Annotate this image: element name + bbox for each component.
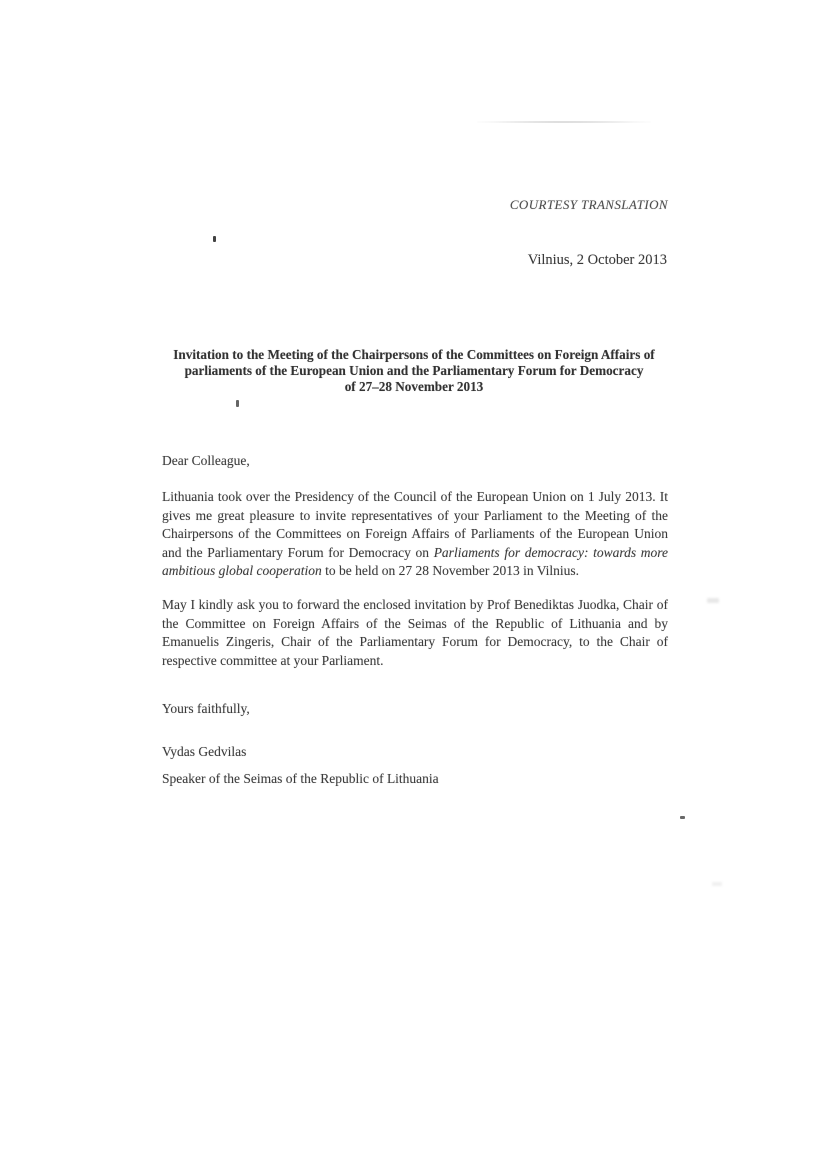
paragraph-1 [162,488,668,581]
letter-title [161,347,667,395]
scan-artifact-speck [236,400,239,407]
scan-artifact-line [477,121,651,123]
letter-title-line-3: of 27–28 November 2013 [344,379,484,394]
closing-phrase: Yours faithfully, [162,701,250,716]
paragraph-2: May I kindly ask you to forward the enclosed invitation by Prof Benediktas Juodka, Chair of the Committee on Foreign Affairs of the Seimas of the Republic of Lithuania and by Emanuelis Zingeris, Chair of the Parliamentary Forum for Democracy, to the Chair of respective committee at your Parliament. [162,597,668,668]
paragraph-1-lead: Lithuania took over the Presidency of the Council of the European Union on 1 July 2013. It gives me great pleasure to invite representatives of your Parliament to the Meeting of the Chairpersons of the Committees on Foreign Affairs of Parliaments of the European Union and the Parliamentary Forum for Democracy on [162,489,668,560]
paragraph-1-tail: to be held on 27 28 November 2013 in Vilnius. [321,563,580,579]
scan-artifact-speck [213,236,216,242]
scan-artifact-smudge [707,598,719,603]
event-title-italic: Parliaments for democracy: towards more ambitious global cooperation [162,544,668,579]
scan-artifact-speck [680,816,685,819]
letter-title-line-1: Invitation to the Meeting of the Chairpersons of the Committees on Foreign Affairs of [173,347,655,362]
courtesy-translation-note: COURTESY TRANSLATION [509,197,668,212]
signature-title: Speaker of the Seimas of the Republic of Lithuania [162,771,439,786]
letter-title-line-2: parliaments of the European Union and the Parliamentary Forum for Democracy [184,363,644,378]
scan-artifact-smudge [712,882,722,886]
signature-name: Vydas Gedvilas [162,744,247,759]
dateline: Vilnius, 2 October 2013 [527,252,667,268]
salutation: Dear Colleague, [162,453,250,468]
